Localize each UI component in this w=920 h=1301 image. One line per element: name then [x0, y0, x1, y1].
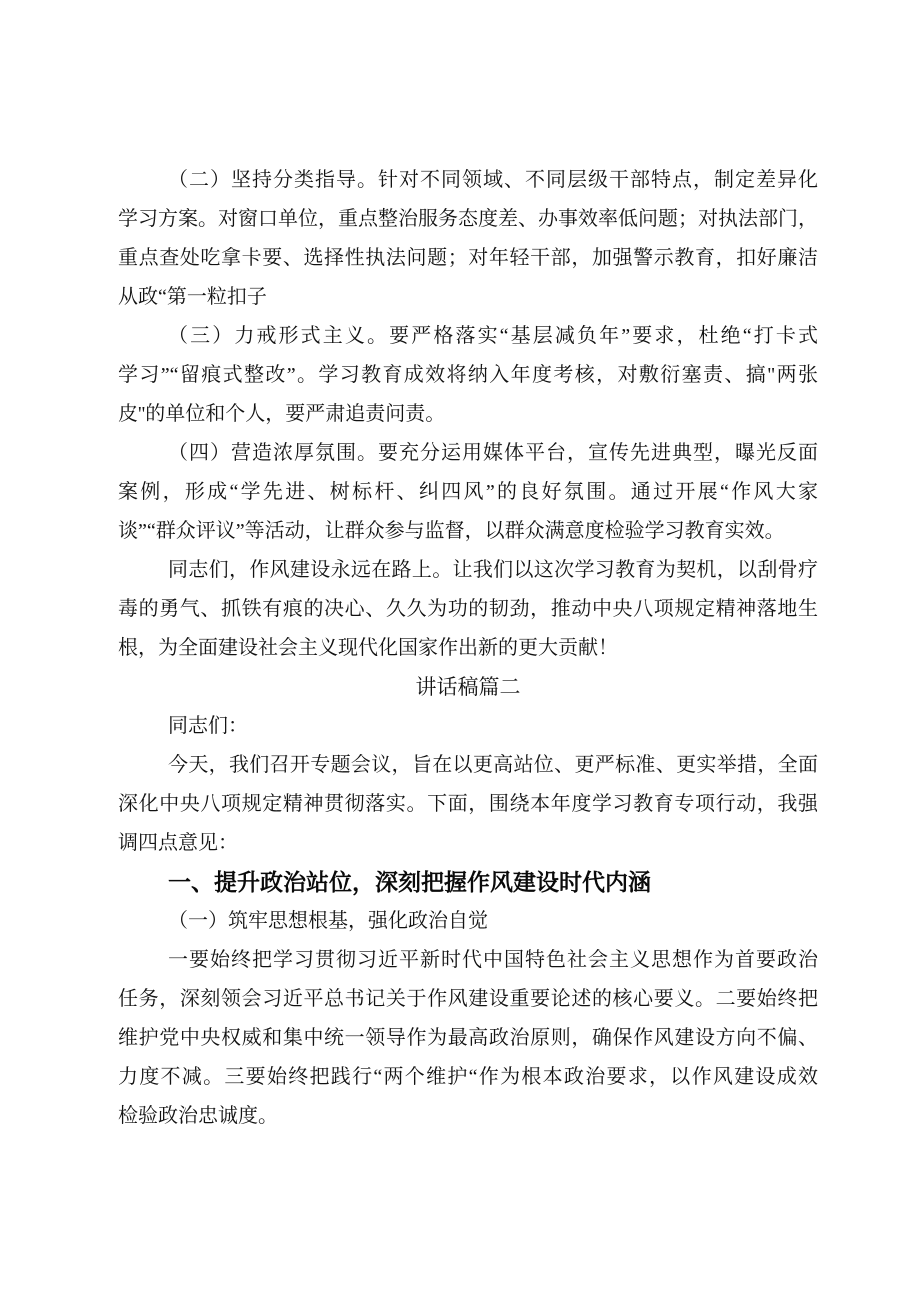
sub-section-heading-1-1: [118, 902, 818, 941]
text-line: 讲话稿篇二: [415, 675, 521, 699]
speech-2-title: [118, 668, 818, 707]
text-line: （四）营造浓厚氛围。要充分运用媒体平台，宣传先进典型，曝光反面: [168, 442, 818, 464]
text-line: 学习方案。对窗口单位，重点整治服务态度差、办事效率低问题；对执法部门，: [118, 208, 818, 230]
body-paragraph-1-1: [118, 941, 818, 1136]
speech-paragraph-item-2: [118, 161, 818, 317]
text-line: 同志们：: [168, 715, 248, 737]
text-line: 一、提升政治站位，深刻把握作风建设时代内涵: [168, 869, 651, 895]
text-line: 任务，深刻领会习近平总书记关于作风建设重要论述的核心要义。二要始终把: [118, 988, 818, 1010]
text-line: 根，为全面建设社会主义现代化国家作出新的更大贡献！: [118, 637, 618, 659]
text-line: 深化中央八项规定精神贯彻落实。下面，围绕本年度学习教育专项行动，我强: [118, 793, 818, 815]
salutation: [118, 707, 818, 746]
document-content: [118, 161, 818, 1136]
text-line: 检验政治忠诚度。: [118, 1105, 278, 1127]
text-line: （三）力戒形式主义。要严格落实“基层减负年”要求，杜绝“打卡式: [168, 325, 818, 347]
text-line: 学习”“留痕式整改”。学习教育成效将纳入年度考核，对敷衍塞责、搞"两张: [118, 364, 818, 386]
text-line: （一）筑牢思想根基，强化政治自觉: [168, 910, 488, 932]
text-line: 从政“第一粒扣子: [118, 286, 267, 308]
text-line: 维护党中央权威和集中统一领导作为最高政治原则，确保作风建设方向不偏、: [118, 1027, 818, 1049]
text-line: 毒的勇气、抓铁有痕的决心、久久为功的韧劲，推动中央八项规定精神落地生: [118, 598, 818, 620]
text-line: 今天，我们召开专题会议，旨在以更高站位、更严标准、更实举措，全面: [168, 754, 818, 776]
speech-paragraph-item-4: [118, 434, 818, 551]
text-line: 谈”“群众评议”等活动，让群众参与监督，以群众满意度检验学习教育实效。: [118, 520, 785, 542]
text-line: 皮''的单位和个人，要严肃追责问责。: [118, 403, 446, 425]
speech-paragraph-item-3: [118, 317, 818, 434]
text-line: 重点查处吃拿卡要、选择性执法问题；对年轻干部，加强警示教育，扣好廉洁: [118, 247, 818, 269]
text-line: 力度不减。三要始终把践行“两个维护“作为根本政治要求，以作风建设成效: [118, 1066, 818, 1088]
text-line: 一要始终把学习贯彻习近平新时代中国特色社会主义思想作为首要政治: [168, 949, 818, 971]
text-line: （二）坚持分类指导。针对不同领域、不同层级干部特点，制定差异化: [168, 169, 818, 191]
speech-2-intro-paragraph: [118, 746, 818, 863]
text-line: 调四点意见：: [118, 832, 238, 854]
text-line: 案例，形成“学先进、树标杆、纠四风”的良好氛围。通过开展“作风大家: [118, 481, 818, 503]
speech-closing-paragraph: [118, 551, 818, 668]
text-line: 同志们，作风建设永远在路上。让我们以这次学习教育为契机，以刮骨疗: [168, 559, 818, 581]
section-heading-1: [118, 863, 818, 902]
